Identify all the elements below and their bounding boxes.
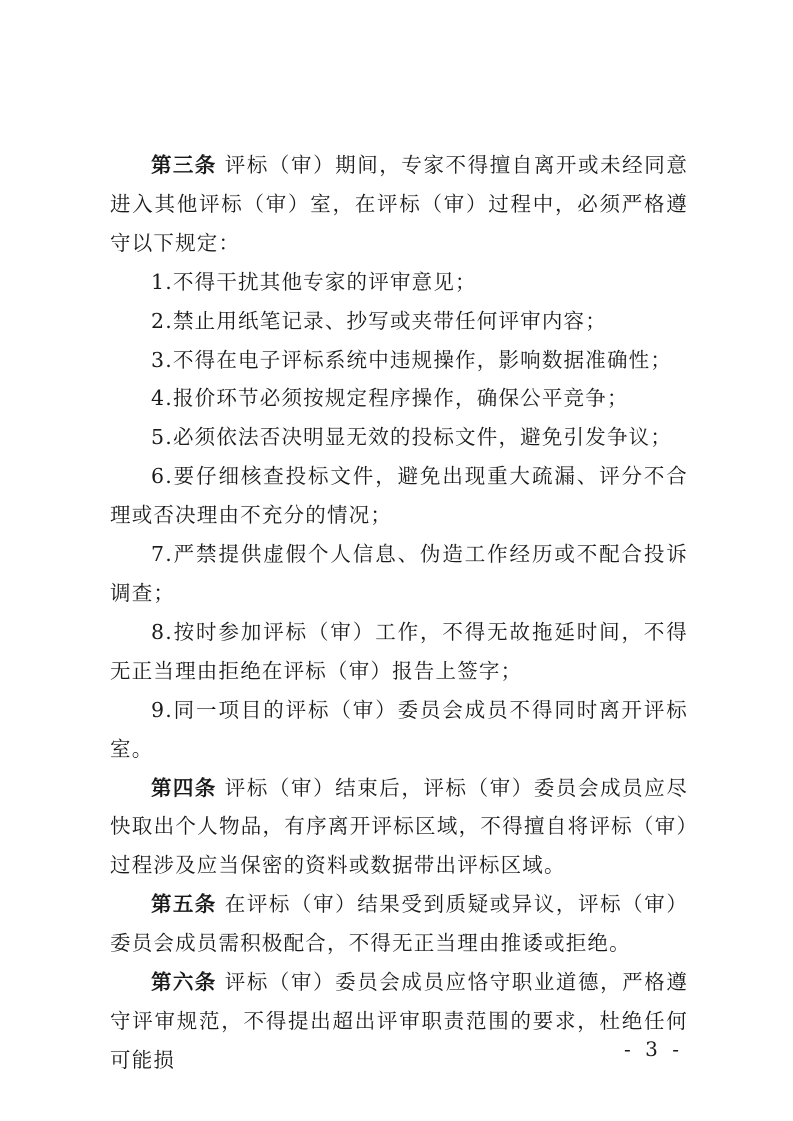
article-4-text: 评标（审）结束后，评标（审）委员会成员应尽快取出个人物品，有序离开评标区域，不得擅自将评标（审）过程涉及应当保密的资料或数据带出评标区域。 xyxy=(110,775,689,878)
list-item: 2.禁止用纸笔记录、抄写或夹带任何评审内容； xyxy=(151,308,607,333)
article-3 xyxy=(110,146,688,263)
document-body xyxy=(110,146,688,1080)
list-item: 8.按时参加评标（审）工作，不得无故拖延时间，不得无正当理由拒绝在评标（审）报告上签字； xyxy=(110,619,688,683)
list-item: 7.严禁提供虚假个人信息、伪造工作经历或不配合投诉调查； xyxy=(110,542,688,605)
article-6-text: 评标（审）委员会成员应恪守职业道德，严格遵守评审规范，不得提出超出评审职责范围的要求，杜绝任何可能损 xyxy=(110,970,689,1072)
article-6-heading: 第六条 xyxy=(151,970,217,995)
list-item: 4.报价环节必须按规定程序操作，确保公平竞争； xyxy=(151,386,629,411)
article-3-heading: 第三条 xyxy=(151,153,217,177)
article-3-text: 评标（审）期间，专家不得擅自离开或未经同意进入其他评标（审）室，在评标（审）过程中，必须严格遵守以下规定： xyxy=(110,153,689,255)
list-item: 3.不得在电子评标系统中违规操作，影响数据准确性； xyxy=(151,347,673,372)
list-item: 1.不得干扰其他专家的评审意见； xyxy=(151,269,477,294)
article-5-text: 在评标（审）结果受到质疑或异议，评标（审）委员会成员需积极配合，不得无正当理由推诿或拒绝。 xyxy=(110,892,689,956)
article-6 xyxy=(110,963,688,1080)
list-item: 6.要仔细核查投标文件，避免出现重大疏漏、评分不合理或否决理由不充分的情况； xyxy=(110,464,688,528)
article-5 xyxy=(110,885,688,963)
list-item: 9.同一项目的评标（审）委员会成员不得同时离开评标室。 xyxy=(110,697,688,761)
list-item: 5.必须依法否决明显无效的投标文件，避免引发争议； xyxy=(151,425,673,450)
article-5-heading: 第五条 xyxy=(151,892,217,917)
page-number: - 3 - xyxy=(624,1037,683,1061)
article-4-heading: 第四条 xyxy=(151,775,217,800)
article-4 xyxy=(110,769,688,886)
